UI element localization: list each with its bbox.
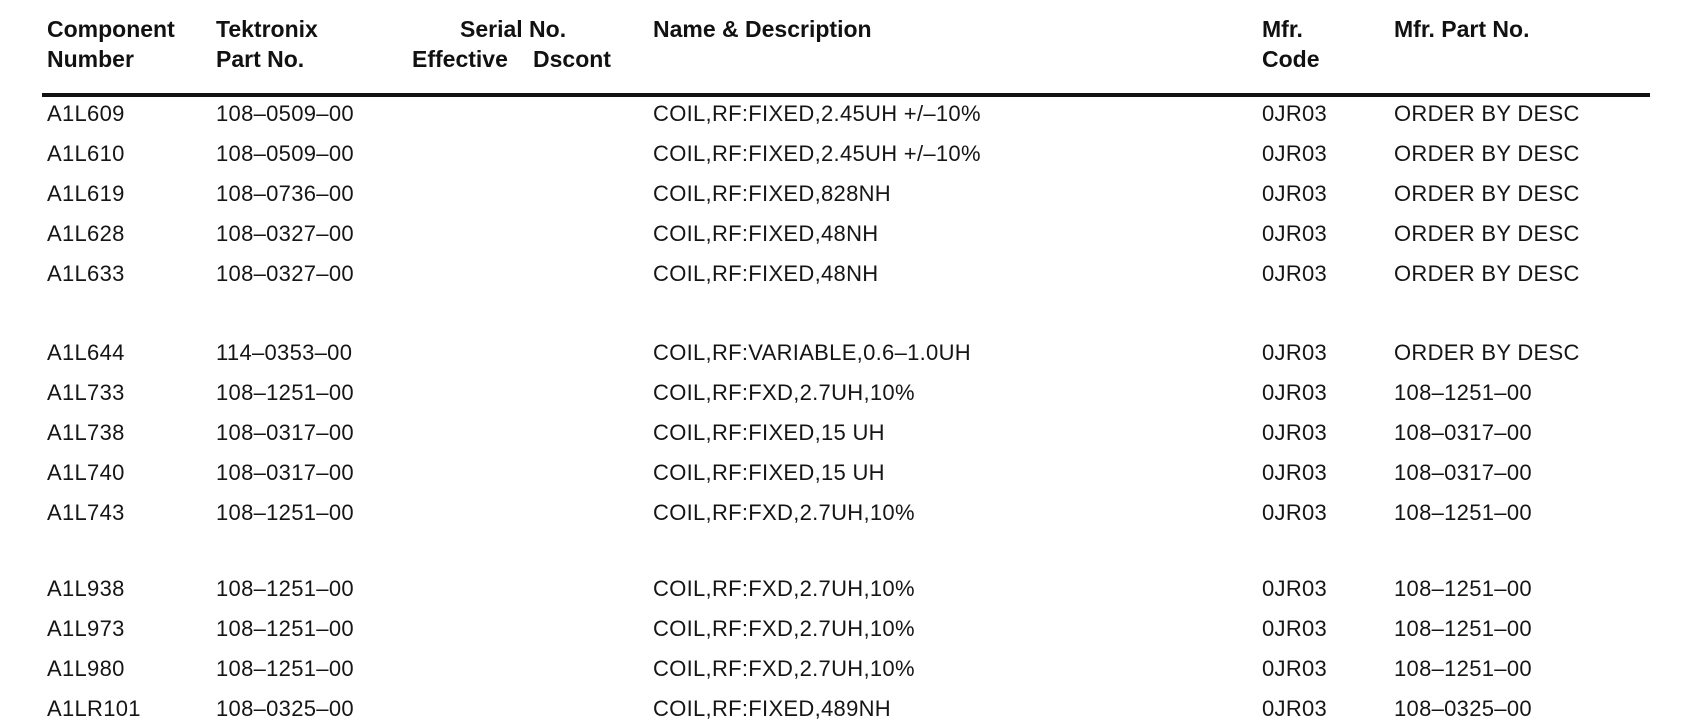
name-description: COIL,RF:FIXED,48NH — [653, 261, 879, 286]
component-number: A1L633 — [47, 261, 125, 286]
component-number: A1L738 — [47, 420, 125, 445]
table-row — [0, 218, 1702, 250]
name-description: COIL,RF:FIXED,2.45UH +/–10% — [653, 101, 981, 126]
component-number: A1L619 — [47, 181, 125, 206]
component-number: A1L740 — [47, 460, 125, 485]
component-number: A1L980 — [47, 656, 125, 681]
header-tektronix-line1: Tektronix — [216, 16, 318, 42]
table-row — [0, 258, 1702, 290]
mfr-part-no: ORDER BY DESC — [1394, 340, 1580, 365]
header-mfr-code — [1262, 14, 1320, 74]
tektronix-part-no: 108–1251–00 — [216, 500, 354, 525]
mfr-code: 0JR03 — [1262, 420, 1328, 445]
table-row — [0, 693, 1702, 725]
name-description: COIL,RF:FXD,2.7UH,10% — [653, 616, 915, 641]
header-component-line1: Component — [47, 16, 175, 42]
component-number: A1LR101 — [47, 696, 141, 721]
tektronix-part-no: 108–0509–00 — [216, 101, 354, 126]
mfr-part-no: 108–1251–00 — [1394, 616, 1532, 641]
mfr-code: 0JR03 — [1262, 460, 1328, 485]
table-row — [0, 337, 1702, 369]
header-name-description: Name & Description — [653, 16, 872, 42]
table-row — [0, 178, 1702, 210]
tektronix-part-no: 108–1251–00 — [216, 380, 354, 405]
mfr-code: 0JR03 — [1262, 576, 1328, 601]
table-row — [0, 138, 1702, 170]
mfr-part-no: 108–1251–00 — [1394, 500, 1532, 525]
header-mfr-part-no: Mfr. Part No. — [1394, 16, 1530, 42]
header-mfr-code-line2: Code — [1262, 46, 1320, 72]
tektronix-part-no: 108–1251–00 — [216, 576, 354, 601]
name-description: COIL,RF:VARIABLE,0.6–1.0UH — [653, 340, 971, 365]
component-number: A1L644 — [47, 340, 125, 365]
component-number: A1L733 — [47, 380, 125, 405]
mfr-code: 0JR03 — [1262, 221, 1328, 246]
name-description: COIL,RF:FXD,2.7UH,10% — [653, 576, 915, 601]
mfr-part-no: 108–0325–00 — [1394, 696, 1532, 721]
mfr-part-no: ORDER BY DESC — [1394, 181, 1580, 206]
header-component-line2: Number — [47, 46, 134, 72]
name-description: COIL,RF:FXD,2.7UH,10% — [653, 656, 915, 681]
component-number: A1L610 — [47, 141, 125, 166]
tektronix-part-no: 108–0736–00 — [216, 181, 354, 206]
mfr-part-no: 108–1251–00 — [1394, 576, 1532, 601]
header-divider — [42, 93, 1650, 97]
tektronix-part-no: 108–0509–00 — [216, 141, 354, 166]
mfr-part-no: 108–0317–00 — [1394, 420, 1532, 445]
mfr-part-no: ORDER BY DESC — [1394, 261, 1580, 286]
mfr-part-no: 108–1251–00 — [1394, 656, 1532, 681]
header-component-number — [47, 14, 175, 74]
component-number: A1L743 — [47, 500, 125, 525]
name-description: COIL,RF:FIXED,15 UH — [653, 420, 885, 445]
tektronix-part-no: 108–0327–00 — [216, 261, 354, 286]
header-serial-no: Serial No. — [460, 16, 567, 42]
table-row — [0, 653, 1702, 685]
tektronix-part-no: 108–0317–00 — [216, 460, 354, 485]
tektronix-part-no: 114–0353–00 — [216, 340, 353, 365]
mfr-code: 0JR03 — [1262, 616, 1328, 641]
table-row — [0, 573, 1702, 605]
mfr-part-no: 108–1251–00 — [1394, 380, 1532, 405]
mfr-code: 0JR03 — [1262, 261, 1328, 286]
header-dscont: Dscont — [533, 46, 611, 72]
mfr-code: 0JR03 — [1262, 500, 1328, 525]
header-tektronix-line2: Part No. — [216, 46, 305, 72]
table-row — [0, 497, 1702, 529]
header-tektronix-part-no — [216, 14, 318, 74]
name-description: COIL,RF:FIXED,2.45UH +/–10% — [653, 141, 981, 166]
mfr-part-no: ORDER BY DESC — [1394, 141, 1580, 166]
component-number: A1L973 — [47, 616, 125, 641]
tektronix-part-no: 108–0325–00 — [216, 696, 354, 721]
table-row — [0, 417, 1702, 449]
header-effective: Effective — [412, 46, 508, 72]
mfr-code: 0JR03 — [1262, 141, 1328, 166]
mfr-part-no: ORDER BY DESC — [1394, 101, 1580, 126]
component-number: A1L609 — [47, 101, 125, 126]
name-description: COIL,RF:FXD,2.7UH,10% — [653, 380, 915, 405]
mfr-code: 0JR03 — [1262, 696, 1328, 721]
table-row — [0, 98, 1702, 130]
mfr-part-no: 108–0317–00 — [1394, 460, 1532, 485]
mfr-code: 0JR03 — [1262, 101, 1328, 126]
tektronix-part-no: 108–1251–00 — [216, 656, 354, 681]
mfr-code: 0JR03 — [1262, 380, 1328, 405]
name-description: COIL,RF:FIXED,15 UH — [653, 460, 885, 485]
table-row — [0, 457, 1702, 489]
mfr-part-no: ORDER BY DESC — [1394, 221, 1580, 246]
tektronix-part-no: 108–1251–00 — [216, 616, 354, 641]
mfr-code: 0JR03 — [1262, 656, 1328, 681]
tektronix-part-no: 108–0327–00 — [216, 221, 354, 246]
name-description: COIL,RF:FIXED,489NH — [653, 696, 891, 721]
mfr-code: 0JR03 — [1262, 181, 1328, 206]
name-description: COIL,RF:FIXED,48NH — [653, 221, 879, 246]
table-row — [0, 377, 1702, 409]
name-description: COIL,RF:FIXED,828NH — [653, 181, 891, 206]
header-mfr-code-line1: Mfr. — [1262, 16, 1303, 42]
component-number: A1L938 — [47, 576, 125, 601]
tektronix-part-no: 108–0317–00 — [216, 420, 354, 445]
component-number: A1L628 — [47, 221, 125, 246]
name-description: COIL,RF:FXD,2.7UH,10% — [653, 500, 915, 525]
table-row — [0, 613, 1702, 645]
mfr-code: 0JR03 — [1262, 340, 1328, 365]
